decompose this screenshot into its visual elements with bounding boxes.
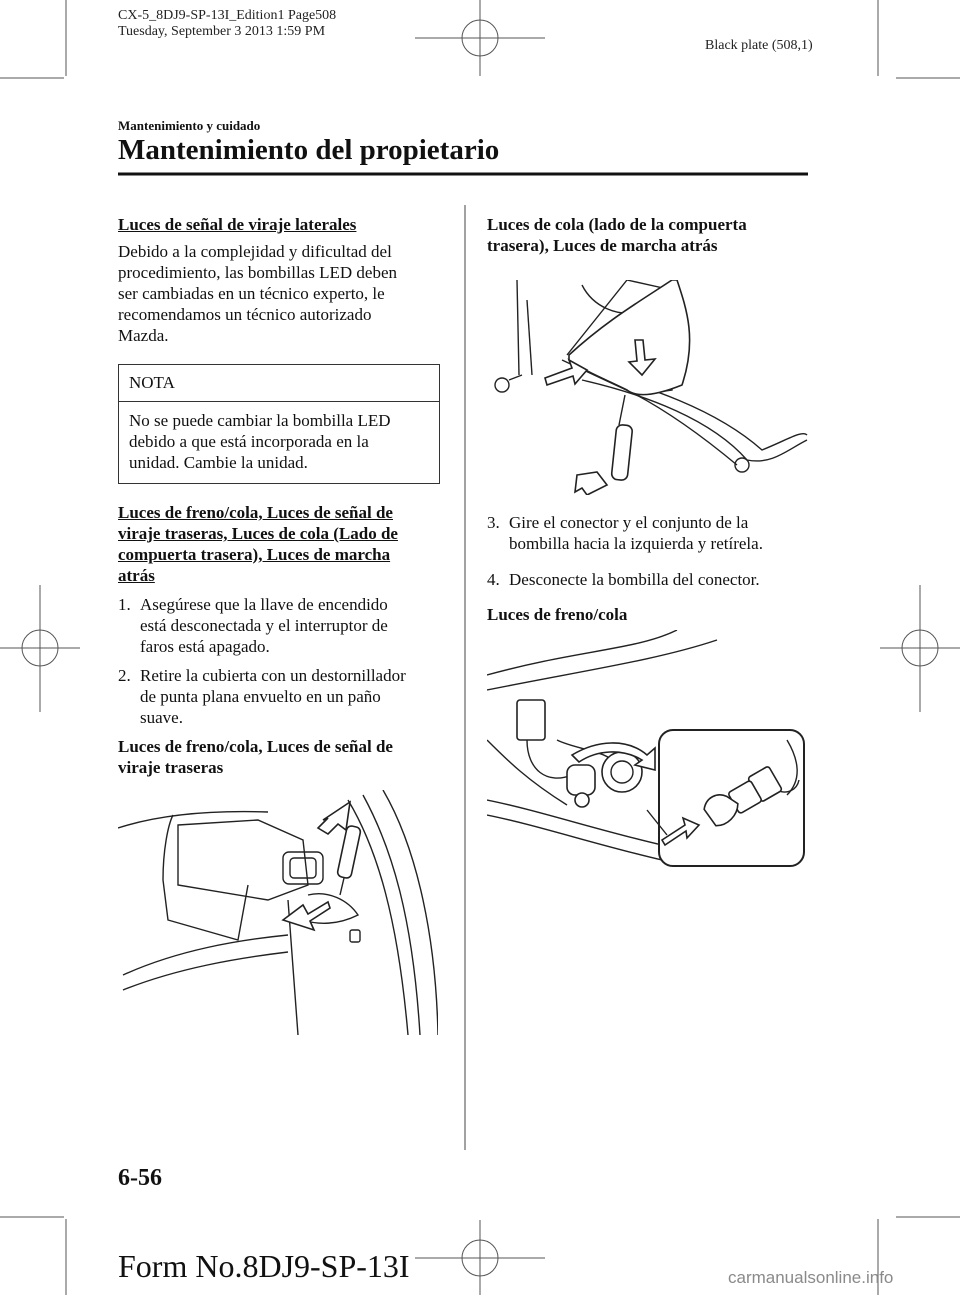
left-column xyxy=(118,214,448,778)
section-label: Mantenimiento y cuidado xyxy=(118,118,261,133)
illustration-liftgate-light xyxy=(487,280,812,495)
text-line: procedimiento, las bombillas LED deben xyxy=(118,263,398,282)
step-text xyxy=(140,665,406,728)
text-line: viraje traseras xyxy=(118,758,224,777)
note-body xyxy=(119,402,439,483)
text-line: No se puede cambiar la bombilla LED xyxy=(129,411,391,430)
figure-caption-liftgate xyxy=(487,214,807,256)
paragraph-led xyxy=(118,241,448,346)
text-line: bombilla hacia la izquierda y retírela. xyxy=(509,534,763,553)
figure-caption-brake: Luces de freno/cola xyxy=(487,605,628,624)
text-line: recomendamos un técnico autorizado xyxy=(118,305,372,324)
text-line: de punta plana envuelto en un paño xyxy=(140,687,381,706)
text-line: Desconecte la bombilla del conector. xyxy=(509,570,760,589)
illustration-rear-cover xyxy=(118,790,438,1035)
plate-label: Black plate (508,1) xyxy=(705,38,813,53)
note-box xyxy=(118,364,440,484)
step-2 xyxy=(118,665,448,728)
step-3 xyxy=(487,512,817,554)
text-line: ser cambiadas en un técnico experto, le xyxy=(118,284,385,303)
step-number: 1. xyxy=(118,595,131,614)
illustration-brake-bulb xyxy=(487,630,809,870)
text-line: faros está apagado. xyxy=(140,637,270,656)
text-line: Gire el conector y el conjunto de la xyxy=(509,513,749,532)
step-text xyxy=(140,594,388,657)
note-title: NOTA xyxy=(119,365,439,402)
watermark: carmanualsonline.info xyxy=(728,1268,894,1287)
text-line: Mazda. xyxy=(118,326,169,345)
step-1 xyxy=(118,594,448,657)
heading-rear-lights xyxy=(118,502,448,586)
step-number: 3. xyxy=(487,513,500,532)
text-line: Debido a la complejidad y dificultad del xyxy=(118,242,392,261)
text-line: viraje traseras, Luces de cola (Lado de xyxy=(118,524,398,543)
step-number: 2. xyxy=(118,666,131,685)
text-line: trasera), Luces de marcha atrás xyxy=(487,236,718,255)
plate-file-line: CX-5_8DJ9-SP-13I_Edition1 Page508 xyxy=(118,8,337,23)
text-line: atrás xyxy=(118,566,155,585)
text-line: Luces de freno/cola, Luces de señal de xyxy=(118,737,393,756)
form-number: Form No.8DJ9-SP-13I xyxy=(118,1248,410,1284)
heading-side-turn: Luces de señal de viraje laterales xyxy=(118,215,357,234)
text-line: suave. xyxy=(140,708,183,727)
page-number: 6-56 xyxy=(118,1165,162,1191)
page-title: Mantenimiento del propietario xyxy=(118,134,500,166)
text-line: unidad. Cambie la unidad. xyxy=(129,453,308,472)
plate-date-line: Tuesday, September 3 2013 1:59 PM xyxy=(118,24,326,39)
text-line: compuerta trasera), Luces de marcha xyxy=(118,545,391,564)
text-line: Luces de freno/cola, Luces de señal de xyxy=(118,503,393,522)
figure-caption-rear xyxy=(118,736,448,778)
text-line: Retire la cubierta con un destornillador xyxy=(140,666,406,685)
text-line: Luces de cola (lado de la compuerta xyxy=(487,215,747,234)
step-text xyxy=(509,512,763,554)
text-line: está desconectada y el interruptor de xyxy=(140,616,388,635)
text-line: Asegúrese que la llave de encendido xyxy=(140,595,388,614)
step-number: 4. xyxy=(487,570,500,589)
text-line: debido a que está incorporada en la xyxy=(129,432,369,451)
step-4 xyxy=(487,569,817,590)
step-text xyxy=(509,569,760,590)
